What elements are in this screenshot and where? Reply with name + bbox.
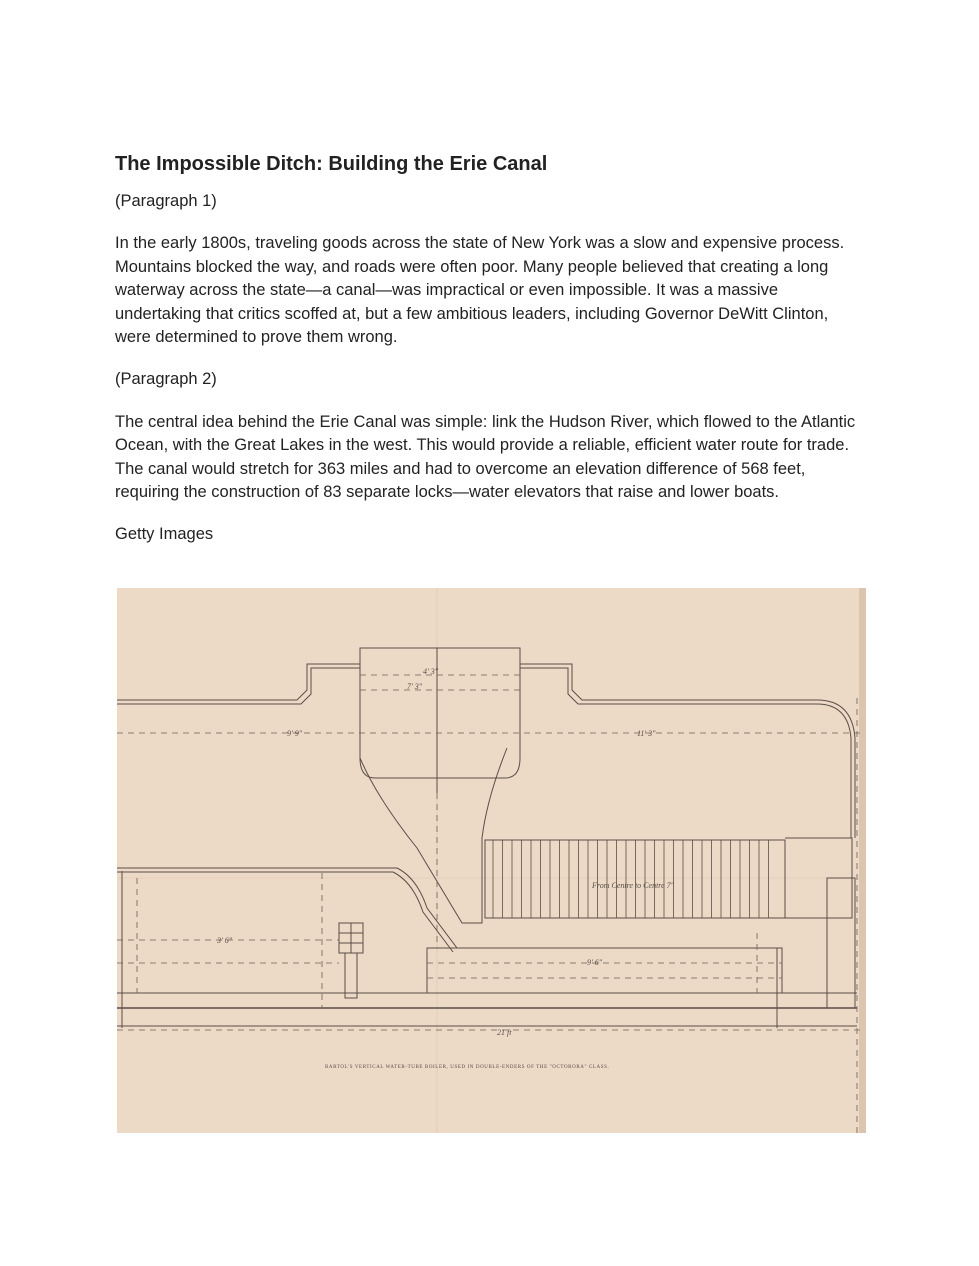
paragraph-1-marker: (Paragraph 1): [115, 192, 217, 210]
technical-drawing: [117, 588, 866, 1133]
dimension-7ft-3in: 7' 3": [407, 682, 423, 691]
dimension-3ft-6in: 3' 6": [217, 936, 233, 945]
boiler-drawing-image: [117, 588, 866, 1133]
paragraph-2-text: The central idea behind the Erie Canal was simple: link the Hudson River, which flowed to the Atlantic Ocean, with the Great Lakes in the west. This would provide a reliable, efficient water route for trade. The canal would stretch for 363 miles and had to overcome an elevation difference of 568 feet, requiring the construction of 83 separate locks—water elevators that raise and lower boats.: [115, 412, 856, 502]
article: [115, 150, 867, 566]
image-credit: Getty Images: [115, 525, 214, 544]
dimension-4ft-3in: 4' 3": [423, 667, 439, 676]
dimension-9ft-6in: 9' 6": [587, 958, 603, 967]
paragraph-1-text: In the early 1800s, traveling goods across the state of New York was a slow and expensive process. Mountains blocked the way, and roads were often poor. Many people believed that creating a long waterway across the state—a canal—was impractical or even impossible. It was a massive undertaking that critics scoffed at, but a few ambitious leaders, including Governor DeWitt Clinton, were determined to prove them wrong.: [115, 234, 845, 347]
dimension-11ft-3in: 11' 3": [637, 729, 656, 738]
dimension-9ft-9in: 9' 9": [287, 729, 303, 738]
dimension-21ft: 21 ft: [497, 1028, 512, 1037]
drawing-caption: BARTOL'S VERTICAL WATER-TUBE BOILER, USED IN DOUBLE-ENDERS OF THE "OCTORORA" CLASS.: [325, 1065, 610, 1070]
tube-spacing-note: From Centre to Centre 7": [592, 881, 675, 890]
article-title: The Impossible Ditch: Building the Erie Canal: [115, 153, 548, 175]
paragraph-2-marker: (Paragraph 2): [115, 370, 217, 389]
